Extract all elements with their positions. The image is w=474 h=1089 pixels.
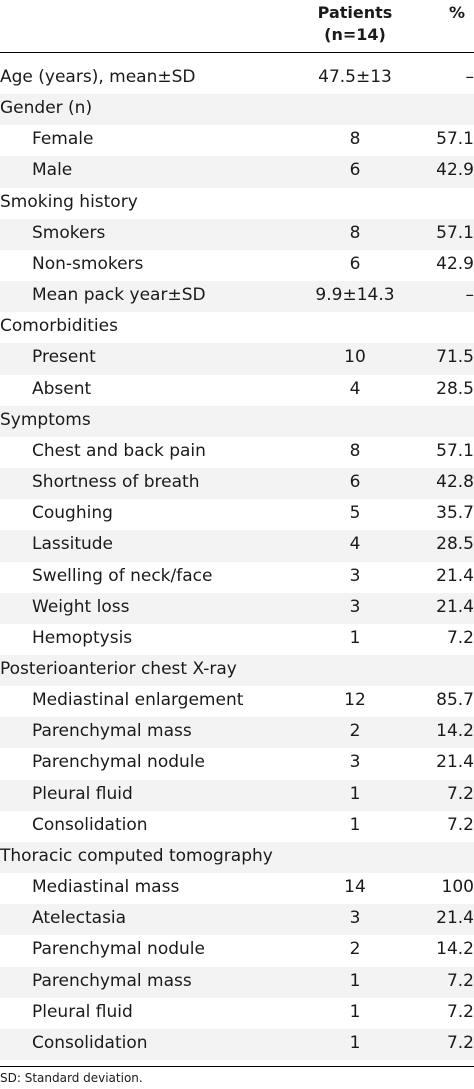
percent-value: – <box>465 67 474 87</box>
row-label: Male <box>32 160 73 181</box>
percent-value: 14.2 <box>436 939 474 960</box>
table-row <box>0 904 474 935</box>
row-label: Present <box>32 347 96 368</box>
row-label: Non-smokers <box>32 253 144 274</box>
percent-value: 57.1 <box>436 440 474 461</box>
row-label: Parenchymal nodule <box>32 752 205 773</box>
patients-value: 8 <box>349 440 361 461</box>
header-rule <box>0 52 474 53</box>
table-category-row <box>0 655 474 686</box>
table-row <box>0 530 474 561</box>
row-label: Consolidation <box>32 814 148 835</box>
percent-value: 7.2 <box>446 970 474 991</box>
patients-value: 8 <box>349 129 361 150</box>
patients-value: 1 <box>349 1032 361 1053</box>
patients-value: 10 <box>344 347 366 368</box>
percent-value: 7.2 <box>446 814 474 835</box>
table-category-row <box>0 63 474 94</box>
row-label: Hemoptysis <box>32 627 133 648</box>
column-header-percent: % <box>448 3 466 22</box>
row-label: Female <box>32 129 94 150</box>
percent-value: 100 <box>441 877 474 898</box>
patients-value: 6 <box>349 472 361 493</box>
patients-value: 3 <box>349 752 361 773</box>
row-label: Thoracic computed tomography <box>0 845 273 866</box>
row-label: Age (years), mean±SD <box>0 67 196 87</box>
patients-value: 2 <box>349 939 361 960</box>
table-row <box>0 780 474 811</box>
percent-value: 14.2 <box>436 721 474 742</box>
row-label: Shortness of breath <box>32 472 200 493</box>
percent-value: 85.7 <box>436 690 474 711</box>
table-row <box>0 593 474 624</box>
table-row <box>0 686 474 717</box>
column-header-patients-count: (n=14) <box>324 25 386 44</box>
percent-value: 35.7 <box>436 503 474 524</box>
percent-value: 21.4 <box>436 565 474 586</box>
table-row <box>0 811 474 842</box>
table-row <box>0 250 474 281</box>
patients-value: 12 <box>344 690 366 711</box>
row-label: Mediastinal enlargement <box>32 690 244 711</box>
percent-value: 42.8 <box>436 472 474 493</box>
patients-value: 1 <box>349 783 361 804</box>
row-label: Lassitude <box>32 534 114 555</box>
table-category-row <box>0 94 474 125</box>
row-label: Symptoms <box>0 409 91 430</box>
table-row <box>0 343 474 374</box>
column-header-patients <box>300 2 410 46</box>
row-label: Chest and back pain <box>32 440 206 461</box>
table-row <box>0 125 474 156</box>
percent-value: 28.5 <box>436 534 474 555</box>
patients-value: 8 <box>349 222 361 243</box>
patients-value: 1 <box>349 1001 361 1022</box>
row-label: Coughing <box>32 503 113 524</box>
patients-value: 3 <box>349 565 361 586</box>
percent-value: 71.5 <box>436 347 474 368</box>
percent-value: 57.1 <box>436 222 474 243</box>
row-label: Pleural fluid <box>32 783 133 804</box>
percent-value: 42.9 <box>436 253 474 274</box>
table-category-row <box>0 406 474 437</box>
percent-value: 21.4 <box>436 752 474 773</box>
table-row <box>0 717 474 748</box>
row-label: Comorbidities <box>0 316 118 337</box>
bottom-rule <box>0 1066 474 1067</box>
table-row <box>0 967 474 998</box>
table-row <box>0 873 474 904</box>
percent-value: 7.2 <box>446 627 474 648</box>
table-header <box>0 0 474 52</box>
row-label: Mean pack year±SD <box>32 285 206 306</box>
table-category-row <box>0 312 474 343</box>
column-header-patients-title: Patients <box>317 3 393 22</box>
row-label: Consolidation <box>32 1032 148 1053</box>
patients-value: 3 <box>349 596 361 617</box>
patients-value: 47.5±13 <box>318 67 392 87</box>
table-row <box>0 1029 474 1060</box>
table-row <box>0 375 474 406</box>
percent-value: 57.1 <box>436 129 474 150</box>
percent-value: 7.2 <box>446 1001 474 1022</box>
row-label: Posterioanterior chest X-ray <box>0 658 237 679</box>
row-label: Absent <box>32 378 92 399</box>
row-label: Smokers <box>32 222 106 243</box>
row-label: Pleural fluid <box>32 1001 133 1022</box>
table-row <box>0 156 474 187</box>
row-label: Parenchymal mass <box>32 721 192 742</box>
row-label: Mediastinal mass <box>32 877 180 898</box>
percent-value: 28.5 <box>436 378 474 399</box>
percent-value: 7.2 <box>446 1032 474 1053</box>
patients-value: 9.9±14.3 <box>315 285 395 306</box>
row-label: Weight loss <box>32 596 130 617</box>
patients-value: 6 <box>349 160 361 181</box>
percent-value: 42.9 <box>436 160 474 181</box>
table-category-row <box>0 842 474 873</box>
patients-value: 4 <box>349 534 361 555</box>
patients-value: 5 <box>349 503 361 524</box>
patients-value: 6 <box>349 253 361 274</box>
percent-value: 21.4 <box>436 908 474 929</box>
table-row <box>0 624 474 655</box>
row-label: Atelectasia <box>32 908 127 929</box>
table-row <box>0 499 474 530</box>
patients-value: 2 <box>349 721 361 742</box>
table-row <box>0 935 474 966</box>
table-row <box>0 468 474 499</box>
row-label: Smoking history <box>0 191 138 212</box>
patients-value: 4 <box>349 378 361 399</box>
row-label: Gender (n) <box>0 98 93 119</box>
table-row <box>0 998 474 1029</box>
patients-value: 14 <box>344 877 366 898</box>
table-category-row <box>0 188 474 219</box>
table-row <box>0 437 474 468</box>
patients-value: 1 <box>349 627 361 648</box>
percent-value: 21.4 <box>436 596 474 617</box>
patients-value: 3 <box>349 908 361 929</box>
table-row <box>0 748 474 779</box>
percent-value: – <box>465 285 474 306</box>
table-row <box>0 219 474 250</box>
patients-value: 1 <box>349 970 361 991</box>
table-body <box>0 63 474 1060</box>
table-row <box>0 562 474 593</box>
row-label: Parenchymal mass <box>32 970 192 991</box>
table-footnote: SD: Standard deviation. <box>0 1071 143 1085</box>
percent-value: 7.2 <box>446 783 474 804</box>
row-label: Parenchymal nodule <box>32 939 205 960</box>
table-row <box>0 281 474 312</box>
patients-value: 1 <box>349 814 361 835</box>
row-label: Swelling of neck/face <box>32 565 213 586</box>
